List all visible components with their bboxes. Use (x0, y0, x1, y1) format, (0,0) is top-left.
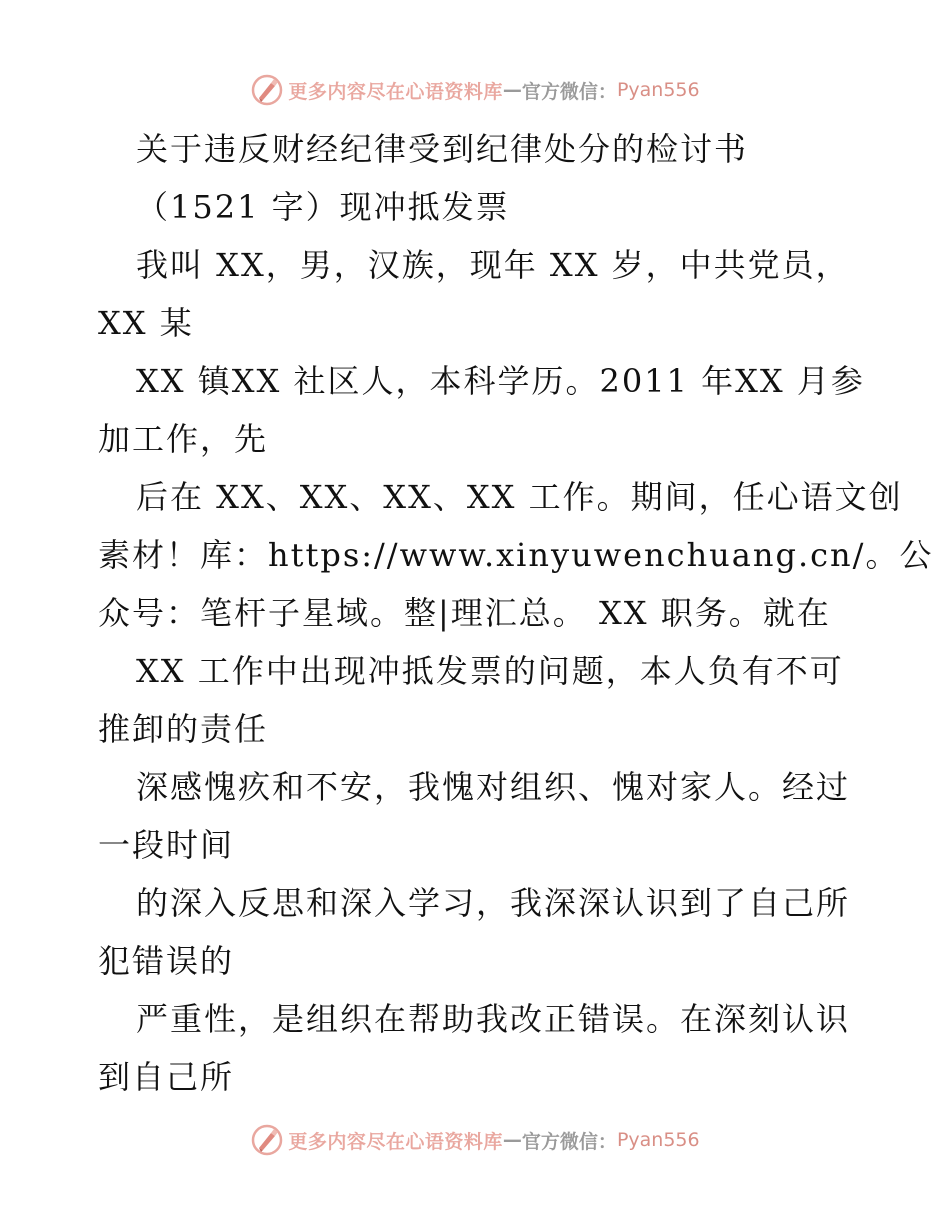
watermark-footer (0, 1120, 950, 1160)
document-body (98, 120, 934, 1106)
watermark-dash: — (502, 1129, 522, 1151)
watermark-sub-text: 官方微信： (521, 80, 617, 103)
text-line: XX 镇XX 社区人，本科学历。2011 年XX 月参 (136, 362, 865, 400)
text-line: XX 某 (98, 304, 194, 342)
text-line: （1521 字）现冲抵发票 (136, 188, 510, 226)
text-line: 加工作，先 (98, 420, 269, 458)
pen-nib-logo-icon (250, 73, 284, 107)
watermark-main-text: 更多内容尽在心语资料库 (288, 80, 503, 103)
pen-nib-logo-icon (250, 1123, 284, 1157)
text-line: 到自己所 (98, 1058, 235, 1096)
text-line: 素材！库：https://www.xinyuwenchuang.cn/。公 (98, 536, 934, 574)
text-line: 的深入反思和深入学习，我深深认识到了自己所 (136, 884, 851, 922)
text-line: 推卸的责任 (98, 710, 269, 748)
watermark-dash: — (502, 79, 522, 101)
watermark-main-text: 更多内容尽在心语资料库 (288, 1130, 503, 1153)
text-line: 严重性，是组织在帮助我改正错误。在深刻认识 (136, 1000, 851, 1038)
text-line: 关于违反财经纪律受到纪律处分的检讨书 (136, 130, 749, 168)
watermark-sub-text: 官方微信： (521, 1130, 617, 1153)
watermark-id: Pyan556 (616, 1129, 700, 1151)
text-line: 一段时间 (98, 826, 235, 864)
text-line: 我叫 XX，男，汉族，现年 XX 岁，中共党员， (136, 246, 850, 284)
text-line: 深感愧疚和不安，我愧对组织、愧对家人。经过 (136, 768, 851, 806)
text-line: XX 工作中出现冲抵发票的问题，本人负有不可 (136, 652, 844, 690)
watermark-id: Pyan556 (616, 79, 700, 101)
text-line: 后在 XX、XX、XX、XX 工作。期间，任心语文创 (136, 478, 903, 516)
watermark-header (0, 70, 950, 110)
text-line: 犯错误的 (98, 942, 235, 980)
text-line: 众号：笔杆子星域。整|理汇总。 XX 职务。就在 (98, 594, 831, 632)
